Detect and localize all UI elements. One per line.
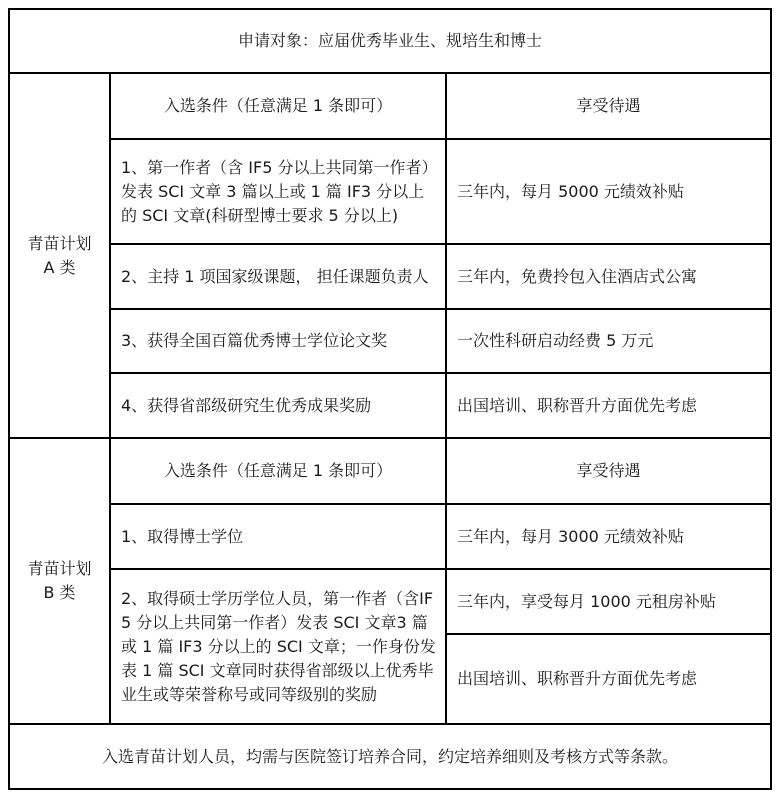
plan-b-condition-2-text: 2、取得硕士学历学位人员，第一作者（含IF5 分以上共同第一作者）发表 SCI 文章3 篇或 1 篇 IF3 分以上的 SCI 文章；一作身份发表 1 篇 SCI 文章同时获得省部级以上优秀毕业生或等荣誉称号或同等级别的奖励 bbox=[121, 588, 436, 704]
plan-b-col-benefits bbox=[447, 439, 770, 503]
plan-a-condition-3-text: 3、获得全国百篇优秀博士学位论文奖 bbox=[121, 331, 388, 350]
plan-b-benefit-1-text: 三年内，每月 3000 元绩效补贴 bbox=[457, 526, 684, 546]
plan-a-benefit-1 bbox=[447, 140, 770, 243]
plan-b-benefit-2-text: 三年内，享受每月 1000 元租房补贴 bbox=[457, 591, 716, 611]
header-title bbox=[10, 10, 770, 72]
plan-b-col-benefits-text: 享受待遇 bbox=[576, 461, 641, 480]
plan-a-benefit-3 bbox=[447, 310, 770, 372]
table-border-right bbox=[770, 8, 772, 790]
header-text: 申请对象：应届优秀毕业生、规培生和博士 bbox=[237, 31, 542, 50]
plan-a-condition-4-text: 4、获得省部级研究生优秀成果奖励 bbox=[121, 395, 372, 415]
plan-b-label-line1: 青苗计划 bbox=[27, 559, 92, 578]
plan-a-label-line2: A 类 bbox=[43, 257, 76, 277]
plan-b-condition-2 bbox=[111, 570, 445, 723]
plan-b-condition-1 bbox=[111, 505, 445, 568]
plan-b-label bbox=[10, 439, 109, 723]
plan-b-col-conditions bbox=[111, 439, 445, 503]
plan-b-label-line2: B 类 bbox=[43, 583, 76, 602]
plan-b-benefit-2 bbox=[447, 570, 770, 633]
plan-a-condition-3 bbox=[111, 310, 445, 372]
plan-a-col-conditions-text: 入选条件（任意满足 1 条即可） bbox=[163, 96, 393, 115]
plan-a-benefit-4 bbox=[447, 374, 770, 437]
plan-a-benefit-4-text: 出国培训、职称晋升方面优先考虑 bbox=[457, 395, 698, 415]
plan-a-condition-4 bbox=[111, 374, 445, 437]
table-border-bottom bbox=[8, 788, 772, 790]
plan-a-condition-2 bbox=[111, 245, 445, 308]
plan-b-col-conditions-text: 入选条件（任意满足 1 条即可） bbox=[163, 461, 393, 480]
plan-a-col-conditions bbox=[111, 74, 445, 138]
plan-a-condition-1-text: 1、第一作者（含 IF5 分以上共同第一作者）发表 SCI 文章 3 篇以上或 1 篇 IF3 分以上的 SCI 文章(科研型博士要求 5 分以上) bbox=[121, 157, 438, 225]
plan-a-benefit-3-text: 一次性科研启动经费 5 万元 bbox=[457, 331, 654, 350]
plan-a-label-line1: 青苗计划 bbox=[27, 233, 92, 253]
footer-note bbox=[10, 725, 770, 788]
plan-b-benefit-3-text: 出国培训、职称晋升方面优先考虑 bbox=[457, 669, 698, 688]
plan-a-benefit-2 bbox=[447, 245, 770, 308]
plan-b-benefit-3 bbox=[447, 635, 770, 723]
plan-a-condition-1 bbox=[111, 140, 445, 243]
plan-b-benefit-1 bbox=[447, 505, 770, 568]
plan-a-col-benefits-text: 享受待遇 bbox=[576, 96, 641, 115]
plan-a-condition-2-text: 2、主持 1 项国家级课题， 担任课题负责人 bbox=[121, 266, 429, 286]
plan-a-benefit-2-text: 三年内，免费拎包入住酒店式公寓 bbox=[457, 266, 698, 286]
plan-a-col-benefits bbox=[447, 74, 770, 138]
plan-b-condition-1-text: 1、取得博士学位 bbox=[121, 526, 244, 546]
footer-text: 入选青苗计划人员，均需与医院签订培养合同，约定培养细则及考核方式等条款。 bbox=[101, 746, 678, 766]
plan-a-benefit-1-text: 三年内，每月 5000 元绩效补贴 bbox=[457, 181, 684, 201]
plan-a-label bbox=[10, 74, 109, 437]
